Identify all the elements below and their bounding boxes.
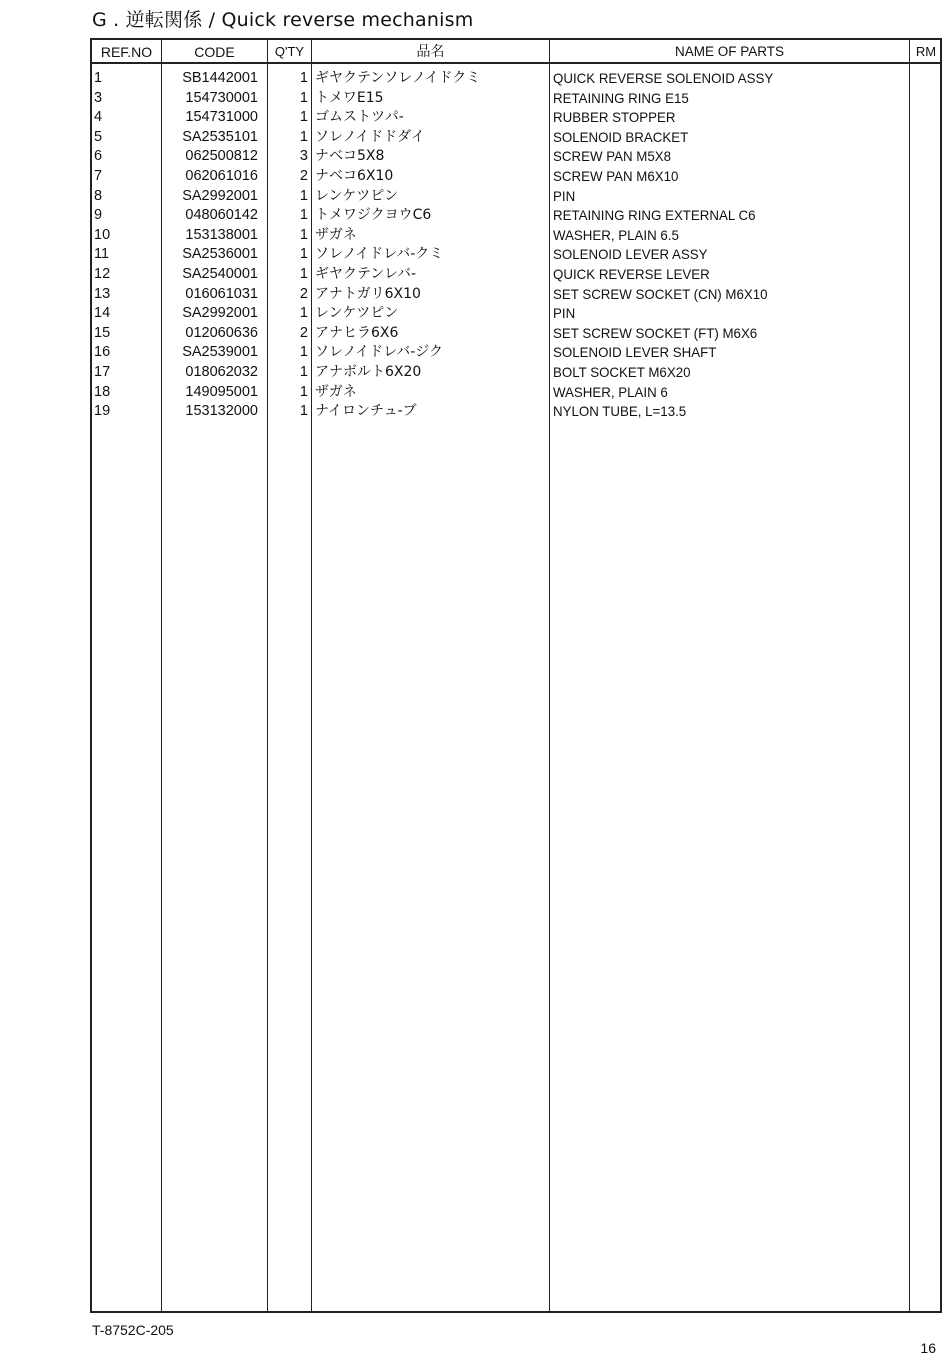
header-ref-no: REF.NO (100, 44, 153, 60)
ref-no: 14 (94, 305, 111, 322)
table-row (92, 108, 940, 128)
jp-part-name: トメワジクヨウC6 (315, 207, 432, 224)
table-row (92, 226, 940, 246)
header-name-of-parts: NAME OF PARTS (674, 44, 784, 59)
part-code: SA2992001 (182, 305, 258, 322)
part-code: 012060636 (185, 324, 258, 341)
table-row (92, 363, 940, 383)
part-name: PIN (553, 187, 576, 204)
jp-part-name: ナイロンチュ-ブ (315, 403, 417, 420)
part-code: 062061016 (185, 167, 258, 184)
header-code: CODE (194, 44, 235, 60)
part-code: SA2992001 (182, 187, 258, 204)
header-qty: Q'TY (274, 44, 305, 59)
quantity: 1 (299, 89, 308, 106)
part-name: WASHER, PLAIN 6 (553, 383, 668, 400)
page-number: 16 (920, 1340, 936, 1356)
jp-part-name: アナトガリ6X10 (315, 285, 421, 302)
table-row (92, 206, 940, 226)
part-name: NYLON TUBE, L=13.5 (553, 403, 687, 420)
jp-part-name: アナボルト6X20 (315, 363, 422, 380)
quantity: 1 (299, 128, 308, 145)
quantity: 2 (299, 285, 308, 302)
ref-no: 12 (94, 265, 111, 282)
ref-no: 13 (94, 285, 111, 302)
jp-part-name: ソレノイドドダイ (315, 128, 425, 145)
part-name: RETAINING RING EXTERNAL C6 (553, 207, 756, 224)
jp-part-name: ゴムストツパ- (315, 109, 404, 126)
quantity: 1 (299, 109, 308, 126)
ref-no: 10 (94, 226, 111, 243)
part-code: SA2535101 (182, 128, 258, 145)
ref-no: 19 (94, 403, 111, 420)
quantity: 1 (299, 207, 308, 224)
part-name: SCREW PAN M6X10 (553, 167, 679, 184)
part-name: SET SCREW SOCKET (CN) M6X10 (553, 285, 768, 302)
jp-part-name: ギヤクテンレバ- (315, 265, 417, 282)
quantity: 1 (299, 187, 308, 204)
part-name: SOLENOID BRACKET (553, 128, 689, 145)
page-title: G . 逆転関係 / Quick reverse mechanism (92, 9, 474, 31)
quantity: 1 (299, 363, 308, 380)
quantity: 1 (299, 70, 308, 86)
table-row (92, 324, 940, 344)
table-row (92, 69, 940, 89)
table-row (92, 147, 940, 167)
table-row (92, 187, 940, 207)
jp-part-name: ザガネ (315, 383, 357, 400)
jp-part-name: ソレノイドレバ-ジク (315, 344, 443, 361)
quantity: 1 (299, 383, 308, 400)
table-row (92, 128, 940, 148)
jp-part-name: ソレノイドレバ-クミ (315, 246, 444, 263)
header-jp-name: 品名 (416, 44, 445, 60)
quantity: 1 (299, 226, 308, 243)
table-row (92, 265, 940, 285)
jp-part-name: アナヒラ6X6 (315, 324, 399, 341)
quantity: 3 (299, 148, 308, 165)
ref-no: 7 (94, 167, 103, 184)
quantity: 1 (299, 344, 308, 361)
table-row (92, 343, 940, 363)
part-code: 018062032 (185, 363, 258, 380)
header-divider (92, 62, 940, 64)
part-name: RETAINING RING E15 (553, 89, 689, 106)
ref-no: 3 (94, 89, 103, 106)
part-name: SET SCREW SOCKET (FT) M6X6 (553, 324, 758, 341)
ref-no: 16 (94, 344, 111, 361)
ref-no: 1 (94, 70, 103, 86)
part-code: 149095001 (185, 383, 258, 400)
part-code: SA2536001 (182, 246, 258, 263)
ref-no: 5 (94, 128, 103, 145)
part-code: 154731000 (185, 109, 258, 126)
part-code: SA2540001 (182, 265, 258, 282)
jp-part-name: ギヤクテンソレノイドクミ (315, 70, 481, 86)
table-row (92, 245, 940, 265)
part-name: RUBBER STOPPER (553, 109, 676, 126)
ref-no: 6 (94, 148, 103, 165)
header-rm: RM (915, 44, 937, 59)
ref-no: 9 (94, 207, 103, 224)
part-code: 048060142 (185, 207, 258, 224)
part-name: SOLENOID LEVER ASSY (553, 246, 708, 263)
parts-table (90, 38, 942, 1313)
table-row (92, 167, 940, 187)
jp-part-name: ナベコ6X10 (315, 167, 394, 184)
quantity: 1 (299, 305, 308, 322)
part-code: SB1442001 (182, 70, 258, 86)
part-name: BOLT SOCKET M6X20 (553, 363, 691, 380)
part-code: 154730001 (185, 89, 258, 106)
ref-no: 17 (94, 363, 111, 380)
jp-part-name: ザガネ (315, 226, 357, 243)
part-name: PIN (553, 305, 576, 322)
part-code: SA2539001 (182, 344, 258, 361)
part-name: SCREW PAN M5X8 (553, 148, 672, 165)
table-row (92, 285, 940, 305)
jp-part-name: トメワE15 (315, 89, 384, 106)
jp-part-name: レンケツピン (315, 187, 399, 204)
quantity: 1 (299, 246, 308, 263)
quantity: 2 (299, 167, 308, 184)
quantity: 1 (299, 403, 308, 420)
jp-part-name: レンケツピン (315, 305, 399, 322)
document-code: T-8752C-205 (92, 1322, 174, 1338)
table-row (92, 304, 940, 324)
table-row (92, 383, 940, 403)
part-code: 062500812 (185, 148, 258, 165)
ref-no: 18 (94, 383, 111, 400)
quantity: 2 (299, 324, 308, 341)
ref-no: 4 (94, 109, 103, 126)
part-name: SOLENOID LEVER SHAFT (553, 344, 717, 361)
part-name: WASHER, PLAIN 6.5 (553, 226, 679, 243)
part-name: QUICK REVERSE LEVER (553, 265, 710, 282)
jp-part-name: ナベコ5X8 (315, 148, 385, 165)
table-row (92, 89, 940, 109)
part-code: 016061031 (185, 285, 258, 302)
part-code: 153132000 (185, 403, 258, 420)
ref-no: 15 (94, 324, 111, 341)
ref-no: 8 (94, 187, 103, 204)
part-code: 153138001 (185, 226, 258, 243)
quantity: 1 (299, 265, 308, 282)
table-row (92, 402, 940, 422)
ref-no: 11 (94, 246, 110, 263)
part-name: QUICK REVERSE SOLENOID ASSY (553, 70, 774, 86)
table-body (92, 69, 940, 422)
